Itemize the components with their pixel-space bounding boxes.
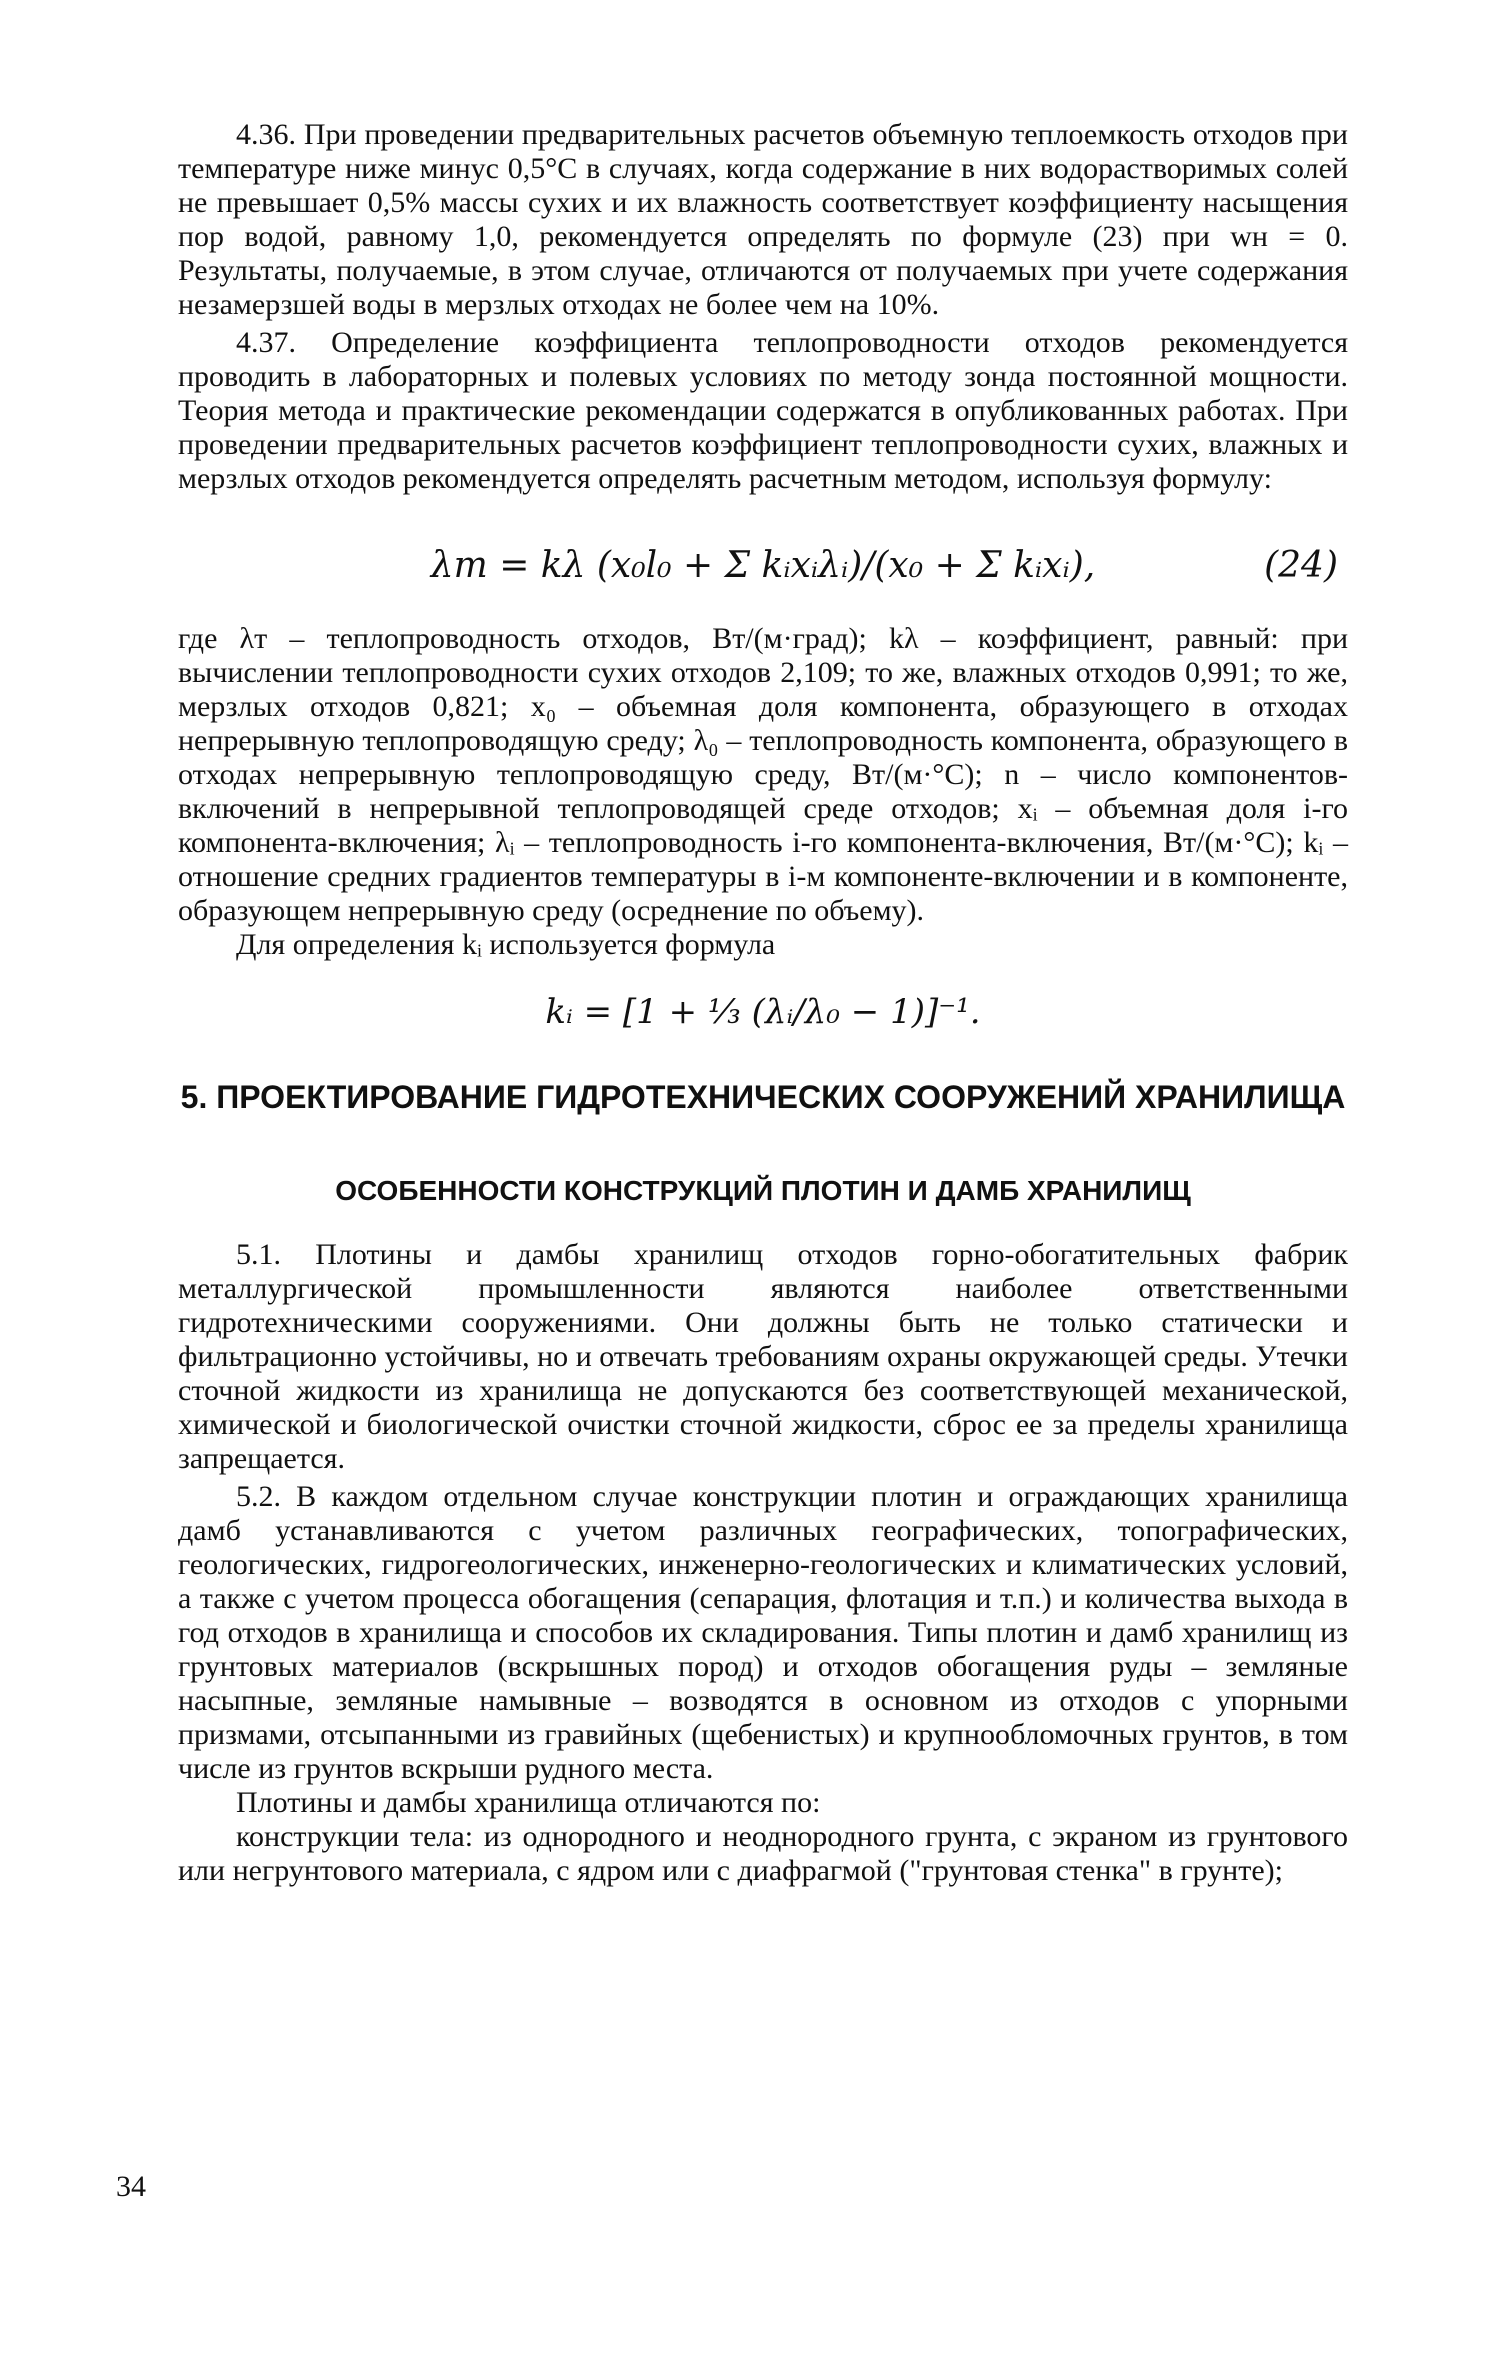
subsection-title: ОСОБЕННОСТИ КОНСТРУКЦИЙ ПЛОТИН И ДАМБ ХРАНИЛИЩ: [335, 1175, 1191, 1206]
formula-ki: kᵢ = [1 + ⅓ (λᵢ/λ₀ − 1)]⁻¹.: [545, 992, 981, 1032]
paragraph-where: где λт – теплопроводность отходов, Вт/(м·град); kλ – коэффициент, равный: при вычислении теплопроводности сухих отходов 2,109; то же, влажных отходов 0,991; то же, мерзлых отходов 0,821; x₀ – объемная доля компонента, образующего в отходах непрерывную теплопроводящую среду; λ₀ – теплопроводность компонента, образующего в отходах непрерывную теплопроводящую среду, Вт/(м·°С); n – число компонентов-включений в непрерывной теплопроводящей среде отходов; xᵢ – объемная доля i-го компонента-включения; λᵢ – теплопроводность i-го компонента-включения, Вт/(м·°С); kᵢ – отношение средних градиентов температуры в i-м компоненте-включении и в компоненте, образующем непрерывную среду (осреднение по объему).: [178, 622, 1348, 927]
formula-24: [178, 536, 1348, 596]
paragraph-5-2: 5.2. В каждом отдельном случае конструкции плотин и ограждающих хранилища дамб устанавливаются с учетом различных географических, топографических, геологических, гидрогеологических, инженерно-геологических и климатических условий, а также с учетом процесса обогащения (сепарация, флотация и т.п.) и количества выхода в год отходов в хранилища и способов их складирования. Типы плотин и дамб хранилищ из грунтовых материалов (вскрышных пород) и отходов обогащения руды – земляные насыпные, земляные намывные – возводятся в основном из отходов с упорными призмами, отсыпанными из гравийных (щебенистых) и крупнообломочных грунтов, в том числе из грунтов вскрыши рудного места.: [178, 1480, 1348, 1785]
paragraph-for-ki: Для определения kᵢ используется формула: [236, 928, 776, 961]
paragraph-4-36: 4.36. При проведении предварительных расчетов объемную теплоемкость отходов при температуре ниже минус 0,5°С в случаях, когда содержание в них водорастворимых солей не превышает 0,5% массы сухих и их влажность соответствует коэффициенту насыщения пор водой, равному 1,0, рекомендуется определять по формуле (23) при wн = 0. Результаты, получаемые, в этом случае, отличаются от получаемых при учете содержания незамерзшей воды в мерзлых отходах не более чем на 10%.: [178, 118, 1348, 321]
page-number: 34: [116, 2170, 146, 2203]
paragraph-construction: конструкции тела: из однородного и неоднородного грунта, с экраном из грунтового или негрунтового материала, с ядром или с диафрагмой ("грунтовая стенка" в грунте);: [178, 1820, 1348, 1887]
formula-24-expression: λт = kλ (x₀l₀ + Σ kᵢxᵢλᵢ)/(x₀ + Σ kᵢxᵢ),: [430, 545, 1096, 586]
paragraph-5-1: 5.1. Плотины и дамбы хранилищ отходов горно-обогатительных фабрик металлургической промышленности являются наиболее ответственными гидротехническими сооружениями. Они должны быть не только статически и фильтрационно устойчивы, но и отвечать требованиям охраны окружающей среды. Утечки сточной жидкости из хранилища не допускаются без соответствующей механической, химической и биологической очистки сточной жидкости, сброс ее за пределы хранилища запрещается.: [178, 1238, 1348, 1475]
paragraph-4-37: 4.37. Определение коэффициента теплопроводности отходов рекомендуется проводить в лабораторных и полевых условиях по методу зонда постоянной мощности. Теория метода и практические рекомендации содержатся в опубликованных работах. При проведении предварительных расчетов коэффициент теплопроводности сухих, влажных и мерзлых отходов рекомендуется определять расчетным методом, используя формулу:: [178, 326, 1348, 495]
page-content: [178, 118, 1348, 1888]
section-title: 5. ПРОЕКТИРОВАНИЕ ГИДРОТЕХНИЧЕСКИХ СООРУЖЕНИЙ ХРАНИЛИЩА: [180, 1079, 1346, 1115]
formula-24-number: (24): [1264, 545, 1338, 586]
paragraph-differ: Плотины и дамбы хранилища отличаются по:: [236, 1786, 821, 1819]
